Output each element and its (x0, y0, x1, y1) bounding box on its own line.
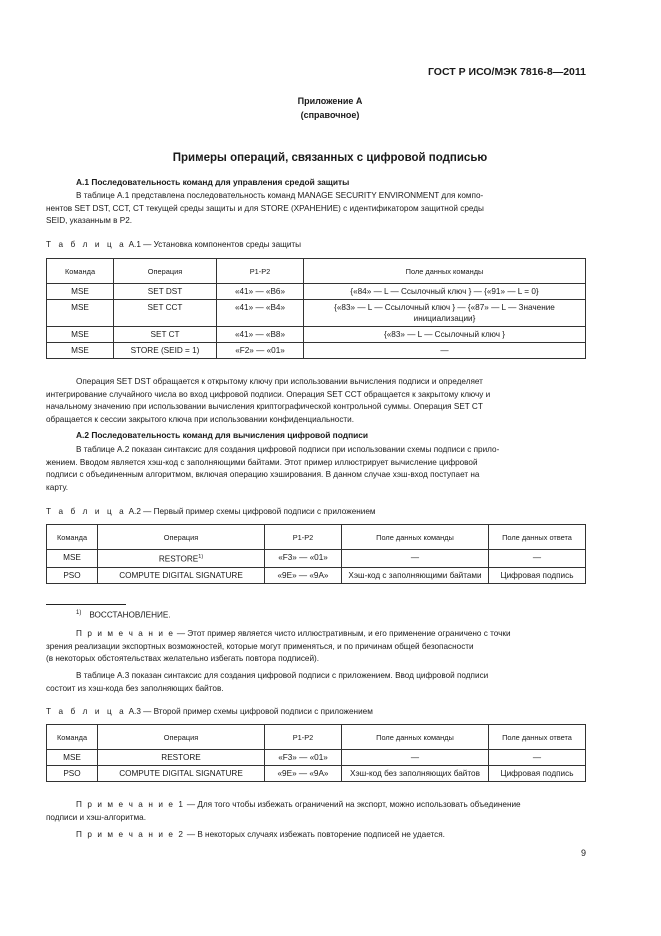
table-cell: MSE (47, 300, 114, 327)
header-cell: P1-P2 (265, 525, 342, 550)
table-cell: «F3» — «01» (265, 550, 342, 568)
caption-prefix: Т а б л и ц а (46, 240, 127, 249)
page-number: 9 (580, 848, 586, 858)
header-cell: Поле данных команды (304, 259, 586, 284)
note-a2 (46, 628, 586, 666)
table-cell: Цифровая подпись (489, 567, 586, 583)
table-cell: «9E» — «9A» (265, 766, 342, 782)
table-cell: «41» — «B8» (217, 327, 304, 343)
table-cell (98, 550, 265, 568)
table-cell: «F2» — «01» (217, 343, 304, 359)
table-cell: MSE (47, 750, 98, 766)
table-cell: Хэш-код с заполняющими байтами (342, 567, 489, 583)
table-cell: MSE (47, 550, 98, 568)
caption-text: А.2 — Первый пример схемы цифровой подписи с приложением (128, 507, 376, 516)
table-cell: COMPUTE DIGITAL SIGNATURE (98, 766, 265, 782)
header-cell: Поле данных ответа (489, 525, 586, 550)
table-cell: — (342, 750, 489, 766)
text-line: зрения реализации экспортных возможностей, которые могут применяться, и по причинам общей безопасности (46, 641, 474, 651)
note-label: П р и м е ч а н и е (76, 629, 175, 638)
text-line: жением. Вводом является хэш-код с заполняющими байтами. Этот пример иллюстрирует вычисление цифровой (46, 457, 478, 467)
header-cell: P1-P2 (265, 725, 342, 750)
text-line: подписи с объединенным алгоритмом, включая операцию хэширования. В данном случае хэш-вход поступает на (46, 470, 480, 479)
table-row (47, 750, 586, 766)
caption-prefix: Т а б л и ц а (46, 507, 127, 516)
main-title: Примеры операций, связанных с цифровой подписью (172, 152, 488, 164)
table-cell: MSE (47, 284, 114, 300)
caption-text: А.1 — Установка компонентов среды защиты (128, 240, 302, 249)
text-line: SEID, указанным в Р2. (46, 216, 133, 225)
note-label: П р и м е ч а н и е 2 (76, 830, 185, 839)
footnote-divider (46, 604, 126, 605)
annex-subtitle: (справочное) (300, 110, 360, 120)
caption-prefix: Т а б л и ц а (46, 707, 127, 716)
table-cell: STORE (SEID = 1) (114, 343, 217, 359)
text-line: интегрирование случайного числа во вход цифровой подписи. Операция SET CCT обращается к закрытому ключу и (46, 389, 491, 399)
table-cell: {«83» — L — Ссылочный ключ } (304, 327, 586, 343)
header-cell: Команда (47, 259, 114, 284)
table-header-row (47, 259, 586, 284)
section-a1-heading: А.1 Последовательность команд для управления средой защиты (76, 177, 350, 187)
header-cell: Операция (114, 259, 217, 284)
table-cell: — (342, 550, 489, 568)
header-cell: Поле данных ответа (489, 725, 586, 750)
table-row (47, 327, 586, 343)
table-cell: Хэш-код без заполняющих байтов (342, 766, 489, 782)
table-cell: SET CCT (114, 300, 217, 327)
table-cell: «41» — «B6» (217, 284, 304, 300)
table-a2-caption (46, 507, 376, 516)
text-line: подписи и хэш-алгоритма. (46, 812, 146, 822)
header-cell: Команда (47, 525, 98, 550)
header-cell: Поле данных команды (342, 525, 489, 550)
table-cell: RESTORE (98, 750, 265, 766)
note-2 (46, 829, 586, 842)
table-cell: MSE (47, 343, 114, 359)
section-a2-heading: А.2 Последовательность команд для вычисления цифровой подписи (76, 430, 369, 440)
header-cell: Поле данных команды (342, 725, 489, 750)
table-cell: {«83» — L — Ссылочный ключ } — {«87» — L — Значение инициализации} (304, 300, 586, 327)
footnote-mark: 1) (76, 610, 82, 616)
table-row (47, 284, 586, 300)
table-cell: Цифровая подпись (489, 766, 586, 782)
table-cell: {«84» — L — Ссылочный ключ } — {«91» — L = 0} (304, 284, 586, 300)
annex-title: Приложение А (297, 96, 363, 106)
text-line (46, 829, 586, 842)
paragraph-after-a1 (46, 376, 586, 426)
table-a2 (46, 524, 586, 584)
table-row (47, 300, 586, 327)
footnote-mark: 1) (198, 554, 204, 560)
table-cell: PSO (47, 567, 98, 583)
text-line: начальному значению при использовании вычисления криптографической контрольной суммы. Операция SET CT (46, 402, 483, 411)
cell-text: RESTORE (158, 554, 199, 564)
table-cell: SET DST (114, 284, 217, 300)
table-cell: MSE (47, 327, 114, 343)
text-line: состоит из хэш-кода без заполняющих байтов. (46, 683, 224, 693)
footnote (76, 610, 171, 620)
text-line: В таблице А.1 представлена последовательность команд MANAGE SECURITY ENVIRONMENT для компо- (76, 191, 484, 200)
table-cell: — (489, 550, 586, 568)
text-line: нентов SET DST, CCT, CT текущей среды защиты и для STORE (ХРАНЕНИЕ) с идентификатором защитной среды (46, 203, 484, 213)
table-row (47, 343, 586, 359)
note-text: — Для того чтобы избежать ограничений на экспорт, можно использовать объединение (186, 800, 521, 809)
table-header-row (47, 725, 586, 750)
table-cell: — (304, 343, 586, 359)
table-cell: PSO (47, 766, 98, 782)
table-a3 (46, 724, 586, 782)
header-cell: Операция (98, 525, 265, 550)
text-line: В таблице А.3 показан синтаксис для создания цифровой подписи с приложением. Ввод цифровой подписи (76, 671, 489, 680)
table-cell: SET CT (114, 327, 217, 343)
table-row (47, 567, 586, 583)
header-cell: Операция (98, 725, 265, 750)
table-cell: — (489, 750, 586, 766)
note-text: — Этот пример является чисто иллюстративным, и его применение ограничено с точки (176, 629, 511, 638)
header-cell: Команда (47, 725, 98, 750)
text-line: (в некоторых обстоятельствах желательно избегать повтора подписей). (46, 654, 320, 663)
table-cell: COMPUTE DIGITAL SIGNATURE (98, 567, 265, 583)
table-cell: «41» — «B4» (217, 300, 304, 327)
table-row (47, 766, 586, 782)
table-row (47, 550, 586, 568)
text-line: обращается к сессии закрытого ключа при использовании конфиденциальности. (46, 414, 355, 424)
table-header-row (47, 525, 586, 550)
standard-designation: ГОСТ Р ИСО/МЭК 7816-8—2011 (427, 66, 586, 78)
table-a1-caption (46, 240, 301, 249)
note-1 (46, 799, 586, 824)
table-a3-caption (46, 707, 373, 716)
note-label: П р и м е ч а н и е 1 (76, 800, 185, 809)
table-cell: «F3» — «01» (265, 750, 342, 766)
text-line: карту. (46, 482, 69, 492)
text-line (46, 799, 586, 812)
header-cell: P1-P2 (217, 259, 304, 284)
text-line: В таблице А.2 показан синтаксис для создания цифровой подписи при использовании схемы подписи с прило- (76, 445, 500, 454)
note-text: — В некоторых случаях избежать повторение подписей не удается. (186, 830, 445, 839)
text-line (46, 628, 586, 641)
footnote-text: ВОССТАНОВЛЕНИЕ. (89, 610, 171, 620)
table-cell: «9E» — «9A» (265, 567, 342, 583)
paragraph-a3-intro (46, 670, 586, 695)
section-a1-text (46, 190, 586, 228)
caption-text: А.3 — Второй пример схемы цифровой подписи с приложением (128, 707, 373, 716)
table-a1 (46, 258, 586, 359)
section-a2-text (46, 444, 586, 494)
text-line: Операция SET DST обращается к открытому ключу при использовании вычисления подписи и определяет (76, 377, 483, 386)
